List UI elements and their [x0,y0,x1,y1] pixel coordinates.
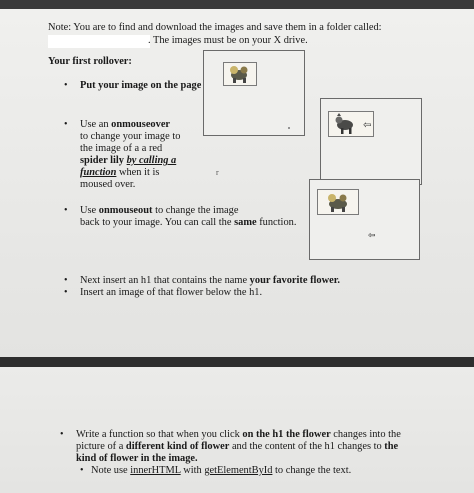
item2-line-6: moused over. [80,179,136,190]
item2-line-2: to change your image to [80,131,181,142]
dog-image-icon [224,63,256,85]
task2-line-2: picture of a different kind of flower and the content of the h1 changes to the [76,441,399,452]
page-divider [0,357,474,367]
dog-rollover-image-icon [329,112,373,136]
note-line-2: . The images must be on your X drive. [148,35,308,46]
item2-line-4: spider lily by calling a [80,155,177,166]
dog-thumbnail-1 [223,62,257,86]
dog-thumbnail-2 [328,111,374,137]
bullet-icon: • [64,119,68,130]
bullet-icon: • [64,80,68,91]
bullet-icon: • [64,205,68,216]
image-placeholder-box-1 [203,50,305,136]
document-page [0,9,474,357]
top-bar [0,0,474,9]
image-placeholder-box-3 [309,179,420,260]
dog-thumbnail-3 [317,189,359,215]
item-put-image: Put your image on the page [80,80,202,91]
section-heading: Your first rollover: [48,56,132,67]
redacted-folder-name [48,35,150,48]
item3-line-1: Use onmouseout to change the image [80,205,239,216]
arrow-icon: ⇦ [368,231,376,241]
item2-line-5: function when it is [80,167,160,178]
bullet-icon: • [64,287,68,298]
document-page-2 [0,367,474,493]
dog-image-icon [318,190,358,214]
task2-subnote: Note use innerHTML with getElementById to change the text. [91,465,352,476]
bullet-icon: • [64,275,68,286]
flower-line-1: Next insert an h1 that contains the name your favorite flower. [80,275,340,286]
small-dot [288,127,290,129]
flower-line-2: Insert an image of that flower below the h1. [80,287,263,298]
task2-line-1: Write a function so that when you click on the h1 the flower changes into the [76,429,401,440]
task2-line-3: kind of flower in the image. [76,453,198,464]
svg-text:⇦: ⇦ [363,120,372,131]
bullet-icon: • [60,429,64,440]
note-line-1: Note: You are to find and download the images and save them in a folder called: [48,22,382,33]
image-placeholder-box-2 [320,98,422,185]
item2-line-1: Use an onmouseover [80,119,171,130]
item2-line-3: the image of a a red [80,143,163,154]
bullet-icon: • [80,465,84,476]
small-mark: r [216,168,219,177]
item3-line-2: back to your image. You can call the same function. [80,217,297,228]
